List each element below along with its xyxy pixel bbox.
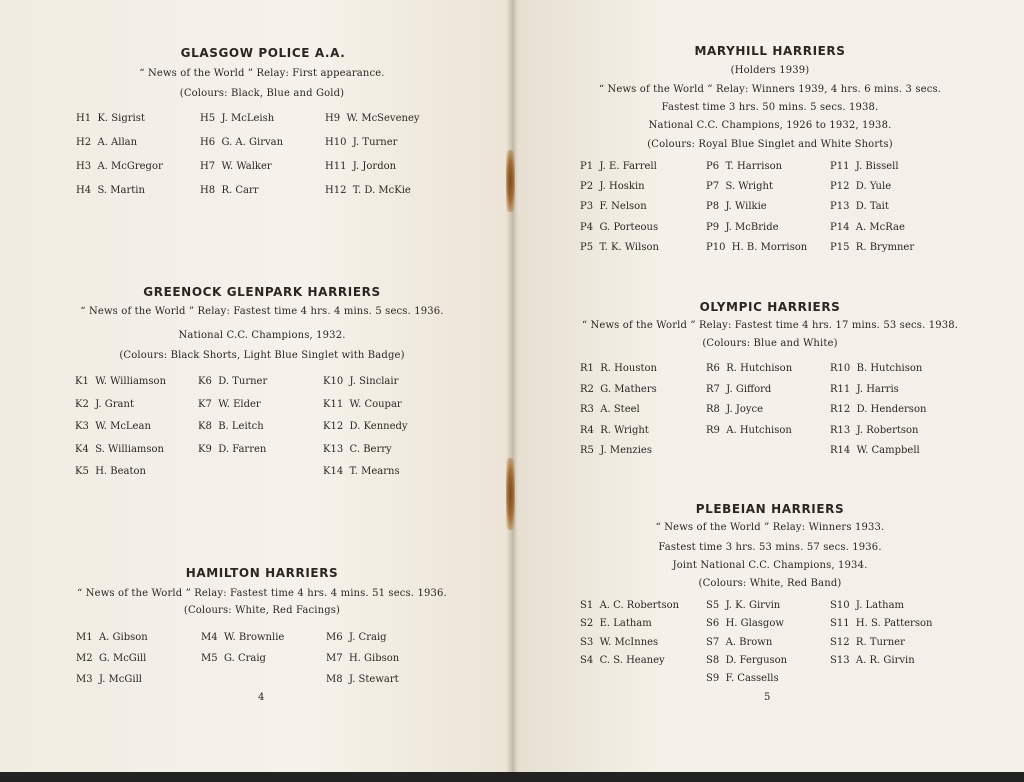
runner-entry: K14 T. Mearns — [323, 466, 400, 477]
runner-entry: S7 A. Brown — [706, 636, 773, 648]
club-info-line: Fastest time 3 hrs. 53 mins. 57 secs. 1936. — [658, 542, 882, 553]
club-info-line: (Colours: Black Shorts, Light Blue Singlet with Badge) — [119, 350, 405, 361]
runner-entry: S3 W. McInnes — [580, 636, 659, 648]
club-title: HAMILTON HARRIERS — [185, 566, 339, 580]
runner-entry: K4 S. Williamson — [75, 443, 164, 455]
runner-entry: P4 G. Porteous — [580, 221, 659, 233]
runner-entry: H1 K. Sigrist — [76, 113, 145, 124]
runner-entry: S13 A. R. Girvin — [830, 654, 915, 666]
runner-entry: P13 D. Tait — [830, 201, 889, 213]
runner-entry: H9 W. McSeveney — [325, 113, 420, 124]
runner-entry: H5 J. McLeish — [200, 113, 275, 124]
runner-entry: H7 W. Walker — [200, 161, 272, 172]
runner-entry: S10 J. Latham — [830, 600, 905, 611]
runner-entry: K8 B. Leitch — [198, 421, 264, 432]
club-info-line: (Colours: Royal Blue Singlet and White Shorts) — [647, 139, 893, 150]
rusted-staple-top — [506, 150, 515, 212]
runner-entry: R7 J. Gifford — [706, 383, 772, 395]
runner-entry: S12 R. Turner — [830, 636, 905, 648]
runner-entry: P9 J. McBride — [706, 221, 779, 233]
club-info-line: National C.C. Champions, 1932. — [178, 330, 346, 341]
runner-entry: K5 H. Beaton — [75, 466, 146, 477]
club-title: OLYMPIC HARRIERS — [699, 300, 841, 314]
runner-entry: K9 D. Farren — [198, 443, 267, 455]
runner-entry: R5 J. Menzies — [580, 445, 652, 456]
club-title: PLEBEIAN HARRIERS — [695, 502, 845, 516]
runner-entry: R11 J. Harris — [830, 383, 899, 395]
runner-entry: P8 J. Wilkie — [706, 201, 767, 213]
runner-entry: S1 A. C. Robertson — [580, 600, 680, 611]
runner-entry: K12 D. Kennedy — [323, 421, 408, 432]
runner-entry: R8 J. Joyce — [706, 404, 764, 415]
spine-fold — [506, 0, 518, 782]
runner-entry: R14 W. Campbell — [830, 445, 920, 456]
runner-entry: S4 C. S. Heaney — [580, 654, 665, 666]
runner-entry: R3 A. Steel — [580, 404, 640, 415]
club-info-line: (Colours: Black, Blue and Gold) — [179, 88, 345, 99]
runner-entry: K6 D. Turner — [198, 376, 268, 387]
runner-entry: H4 S. Martin — [76, 185, 145, 196]
club-info-line: (Colours: Blue and White) — [702, 338, 838, 349]
runner-entry: S5 J. K. Girvin — [706, 600, 781, 611]
runner-entry: P1 J. E. Farrell — [580, 161, 657, 172]
club-title: GLASGOW POLICE A.A. — [180, 46, 346, 60]
runner-entry: R10 B. Hutchison — [830, 363, 923, 374]
club-info-line: (Colours: White, Red Band) — [698, 578, 842, 589]
runner-entry: K3 W. McLean — [75, 421, 151, 432]
runner-entry: H10 J. Turner — [325, 137, 398, 148]
runner-entry: K1 W. Williamson — [75, 376, 167, 387]
runner-entry: P14 A. McRae — [830, 221, 905, 233]
runner-entry: K7 W. Elder — [198, 398, 261, 410]
club-info-line: National C.C. Champions, 1926 to 1932, 1938. — [648, 120, 892, 131]
club-info-line: (Holders 1939) — [730, 65, 810, 76]
runner-entry: M3 J. McGill — [76, 674, 142, 685]
club-info-line: Fastest time 3 hrs. 50 mins. 5 secs. 1938. — [661, 102, 879, 113]
runner-entry: R4 R. Wright — [580, 424, 649, 436]
club-info-line: “ News of the World ” Relay: Fastest time 4 hrs. 17 mins. 53 secs. 1938. — [581, 320, 959, 331]
runner-entry: P2 J. Hoskin — [580, 181, 645, 193]
runner-entry: S2 E. Latham — [580, 618, 652, 630]
background-edge — [0, 772, 1024, 782]
runner-entry: M7 H. Gibson — [326, 653, 400, 664]
runner-entry: M4 W. Brownlie — [201, 632, 285, 643]
page-number-right: 5 — [764, 692, 771, 703]
rusted-staple-bottom — [506, 458, 515, 530]
club-title: GREENOCK GLENPARK HARRIERS — [143, 285, 381, 299]
club-info-line: “ News of the World ” Relay: Winners 1939, 4 hrs. 6 mins. 3 secs. — [598, 84, 942, 95]
runner-entry: R2 G. Mathers — [580, 383, 657, 395]
runner-entry: M6 J. Craig — [326, 632, 387, 643]
club-info-line: “ News of the World ” Relay: Fastest time 4 hrs. 4 mins. 51 secs. 1936. — [77, 588, 447, 599]
runner-entry: S6 H. Glasgow — [706, 618, 784, 630]
runner-entry: R12 D. Henderson — [830, 404, 927, 415]
club-info-line: “ News of the World ” Relay: Winners 1933. — [655, 522, 885, 533]
runner-entry: S9 F. Cassells — [706, 673, 779, 685]
page-number-left: 4 — [258, 692, 265, 703]
runner-entry: H3 A. McGregor — [76, 161, 163, 172]
runner-entry: M5 G. Craig — [201, 653, 266, 664]
runner-entry: P3 F. Nelson — [580, 201, 647, 213]
runner-entry: H2 A. Allan — [76, 137, 138, 148]
runner-entry: P10 H. B. Morrison — [706, 241, 808, 253]
runner-entry: P15 R. Brymner — [830, 241, 915, 253]
club-info-line: “ News of the World ” Relay: First appearance. — [139, 68, 385, 79]
club-title: MARYHILL HARRIERS — [694, 44, 846, 58]
runner-entry: M8 J. Stewart — [326, 674, 399, 685]
club-info-line: Joint National C.C. Champions, 1934. — [672, 560, 868, 571]
runner-entry: K11 W. Coupar — [323, 398, 402, 410]
runner-entry: H11 J. Jordon — [325, 161, 397, 172]
runner-entry: S8 D. Ferguson — [706, 654, 788, 666]
runner-entry: H12 T. D. McKie — [325, 185, 411, 196]
club-info-line: “ News of the World ” Relay: Fastest time 4 hrs. 4 mins. 5 secs. 1936. — [80, 306, 444, 317]
runner-entry: P12 D. Yule — [830, 181, 892, 193]
runner-entry: P5 T. K. Wilson — [580, 241, 659, 253]
runner-entry: R13 J. Robertson — [830, 424, 919, 436]
runner-entry: K2 J. Grant — [75, 398, 134, 410]
runner-entry: K10 J. Sinclair — [323, 376, 399, 387]
runner-entry: M2 G. McGill — [76, 653, 147, 664]
runner-entry: S11 H. S. Patterson — [830, 618, 933, 630]
runner-entry: P6 T. Harrison — [706, 161, 783, 172]
runner-entry: R9 A. Hutchison — [706, 424, 792, 436]
runner-entry: R6 R. Hutchison — [706, 363, 793, 374]
runner-entry: H8 R. Carr — [200, 185, 259, 196]
runner-entry: K13 C. Berry — [323, 443, 392, 455]
runner-entry: R1 R. Houston — [580, 363, 657, 374]
runner-entry: P11 J. Bissell — [830, 161, 899, 172]
club-info-line: (Colours: White, Red Facings) — [183, 605, 341, 616]
runner-entry: H6 G. A. Girvan — [200, 137, 284, 148]
runner-entry: M1 A. Gibson — [76, 632, 148, 643]
runner-entry: P7 S. Wright — [706, 181, 773, 193]
